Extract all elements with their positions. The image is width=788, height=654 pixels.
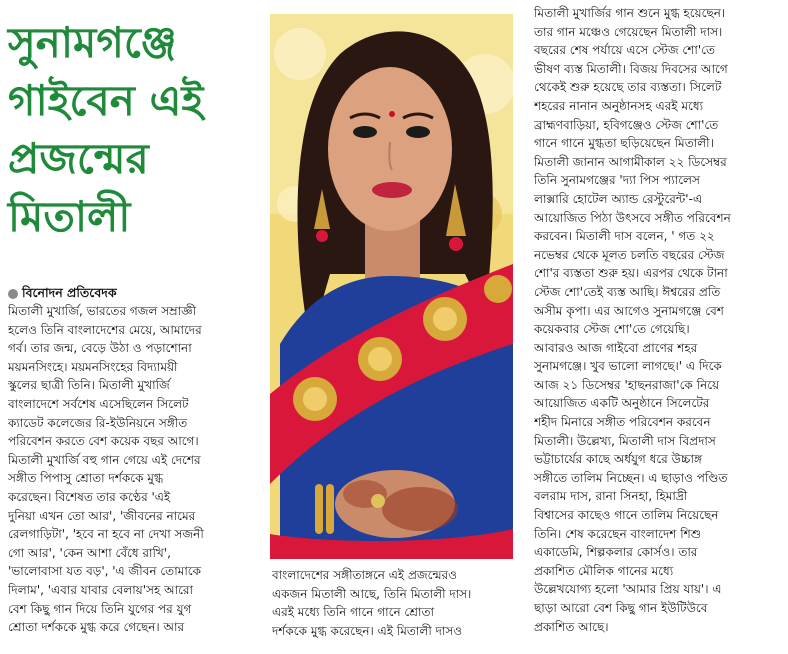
- article-line: থেকেই শুরু হয়েছে তার ব্যস্ততা। সিলেট: [534, 80, 722, 95]
- article-line: সঙ্গীত পিপাসু শ্রোতা দর্শককে মুগ্ধ: [8, 471, 164, 486]
- article-line: প্রকাশিত মৌলিক গানের মধ্যে: [534, 563, 674, 578]
- headline-line: প্রজন্মের: [8, 134, 149, 183]
- headline-line: গাইবেন এই: [8, 76, 204, 125]
- article-line: ভট্টাচার্যের কাছে অর্ধযুগ ধরে উচ্চাঙ্গ: [534, 452, 702, 467]
- article-line: উল্লেখযোগ্য হলো 'আমার প্রিয় যায়'। এ: [534, 582, 722, 597]
- article-line: স্টেজ শো'তেই ব্যস্ত আছি। ঈশ্বরের প্রতি: [534, 284, 721, 299]
- article-line: শ্রোতা দর্শককে মুগ্ধ করে গেছেন। আর: [8, 620, 185, 635]
- bullet-icon: [8, 289, 18, 299]
- article-line: রেলগাড়িটা', 'হবে না হবে না দেখা সজনী: [8, 527, 204, 542]
- article-line: নভেম্বর থেকে মূলত চলতি বছরের স্টেজ: [534, 247, 725, 262]
- article-line: শহীদ মিনারে সঙ্গীত পরিবেশন করবেন: [534, 415, 711, 430]
- article-line: মিতালী জানান আগামীকাল ২২ ডিসেম্বর: [534, 154, 727, 169]
- article-line: ক্যাডেট কলেজের রি-ইউনিয়নে সঙ্গীত: [8, 415, 188, 430]
- article-line: বলরাম দাস, রানা সিনহা, হিমাদ্রী: [534, 489, 688, 504]
- article-line: সঙ্গীতে তালিম নিচ্ছেন। এ ছাড়াও পণ্ডিত: [534, 470, 728, 485]
- article-line: অসীম কৃপা। এর আগেও সুনামগঞ্জে বেশ: [534, 303, 724, 318]
- byline-text: বিনোদন প্রতিবেদক: [22, 285, 117, 300]
- article-line: গর্ব। তার জন্ম, বেড়ে উঠা ও পড়াশোনা: [8, 341, 192, 356]
- article-line: মিতালী মুখার্জি বহু গান গেয়ে এই দেশের: [8, 452, 201, 467]
- article-line: মিতালী মুখার্জি, ভারতের গজল সম্রাজ্ঞী: [8, 304, 197, 318]
- article-line: হলেও তিনি বাংলাদেশের মেয়ে, আমাদের: [8, 322, 202, 337]
- article-line: মিতালী। উল্লেখ্য, মিতালী দাস বিপ্রদাস: [534, 433, 716, 448]
- article-line: কয়েকবার স্টেজ শো'তে গেয়েছি।: [534, 322, 690, 337]
- headline-line: মিতালী: [8, 192, 131, 241]
- article-line: লাক্সারি হোটেল অ্যান্ড রেস্টুরেন্ট'-এ: [534, 191, 703, 206]
- article-line: শহরের নানান অনুষ্ঠানসহ এরই মধ্যে: [534, 98, 704, 113]
- article-line: ময়মনসিংহে। ময়মনসিংহের বিদ্যাময়ী: [8, 359, 178, 374]
- article-line: আজ ২১ ডিসেম্বর 'হাছনরাজা'কে নিয়ে: [534, 377, 720, 392]
- headline-line: সুনামগঞ্জে: [8, 18, 177, 67]
- article-line: আবারও আজ গাইবো প্রাণের শহর: [534, 340, 698, 355]
- article-line: তিনি। শেষ করেছেন বাংলাদেশ শিশু: [534, 526, 702, 541]
- article-line: আয়োজিত একটি অনুষ্ঠানে সিলেটের: [534, 396, 710, 411]
- article-line: গো আর', 'কেন আশা বেঁধে রাখি',: [8, 545, 171, 560]
- article-line: বাংলাদেশে সর্বশেষ এসেছিলেন সিলেট: [8, 396, 189, 411]
- article-column-3: [534, 4, 782, 636]
- article-column-1: [8, 302, 268, 637]
- article-line: তার গান মঞ্চেও গেয়েছেন মিতালী দাস।: [534, 24, 723, 39]
- article-column-2: [272, 566, 522, 640]
- headline: [8, 14, 260, 246]
- article-line: স্কুলের ছাত্রী তিনি। মিতালী মুখার্জি: [8, 378, 170, 393]
- article-line: বেশ কিছু গান দিয়ে তিনি যুগের পর যুগ: [8, 601, 192, 616]
- article-line: সুনামগঞ্জে। খুব ভালো লাগছে।' এ দিকে: [534, 359, 722, 374]
- article-line: পরিবেশন করতে বেশ কয়েক বছর আগে।: [8, 434, 199, 449]
- article-line: দুনিয়া এখন তো আর', 'জীবনের নামের: [8, 508, 196, 523]
- article-line: বাংলাদেশের সঙ্গীতাঙ্গনে এই প্রজন্মেরও: [272, 568, 457, 582]
- article-line: মিতালী মুখার্জির গান শুনে মুগ্ধ হয়েছেন।: [534, 6, 726, 20]
- article-line: দর্শককে মুগ্ধ করেছেন। এই মিতালী দাসও: [272, 623, 463, 638]
- article-line: আয়োজিত পিঠা উৎসবে সঙ্গীত পরিবেশন: [534, 210, 731, 225]
- article-line: এরই মধ্যে তিনি গানে গানে শ্রোতা: [272, 605, 434, 620]
- article-line: বিশ্বাসের কাছেও গানে তালিম নিয়েছেন: [534, 508, 719, 523]
- article-line: করেছেন। বিশেষত তার কণ্ঠের 'এই: [8, 489, 171, 504]
- article-line: দিলাম', 'এবার যাবার বেলায়'সহ আরো: [8, 582, 194, 597]
- article-line: বছরের শেষ পর্যায়ে এসে স্টেজ শো'তে: [534, 43, 716, 58]
- article-line: 'ভালোবাসা যত বড়', 'এ জীবন তোমাকে: [8, 564, 202, 579]
- article-line: করবেন। মিতালী দাস বলেন, ' গত ২২: [534, 229, 715, 244]
- article-line: শো'র ব্যস্ততা শুরু হয়। এরপর থেকে টানা: [534, 266, 728, 281]
- article-line: ভীষণ ব্যস্ত মিতালী। বিজয় দিবসের আগে: [534, 61, 728, 76]
- article-line: একাডেমি, শিল্পকলার কোর্সও। তার: [534, 545, 698, 560]
- article-line: তিনি সুনামগঞ্জের 'দ্যা পিস প্যালেস: [534, 173, 700, 188]
- byline: [8, 284, 266, 302]
- article-line: গানে গানে মুগ্ধতা ছড়িয়েছেন মিতালী।: [534, 136, 714, 151]
- article-line: প্রকাশিত আছে।: [534, 619, 609, 634]
- article-line: ছাড়া আরো বেশ কিছু গান ইউটিউবে: [534, 601, 708, 615]
- article-line: ব্রাহ্মণবাড়িয়া, হবিগঞ্জেও স্টেজ শো'তে: [534, 117, 719, 132]
- singer-photo: [270, 14, 513, 559]
- article-line: একজন মিতালী আছে, তিনি মিতালী দাস।: [272, 586, 472, 601]
